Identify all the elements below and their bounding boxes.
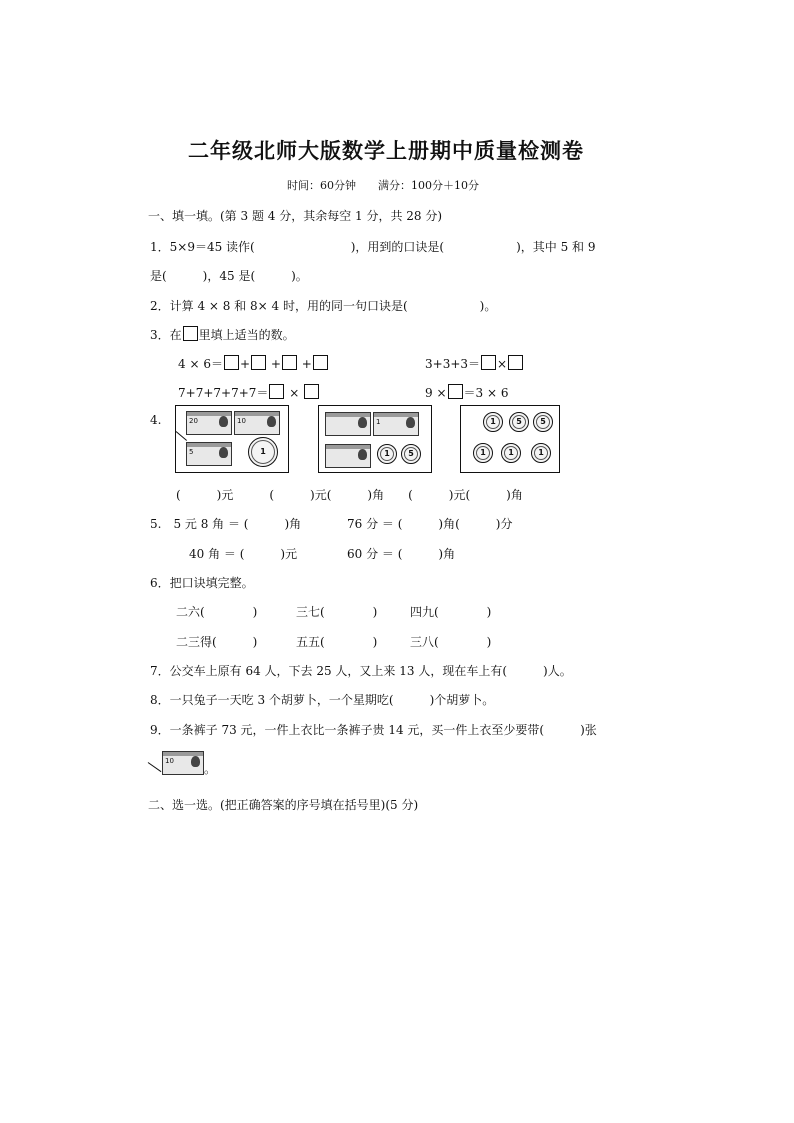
question-9-end: 。 (204, 762, 217, 776)
answer-box[interactable] (508, 355, 523, 370)
answer-box[interactable] (313, 355, 328, 370)
question-3-row-a: 4 × 6＝ + + + (178, 355, 329, 372)
coin-icon: 5 (533, 412, 553, 432)
banknote-icon (325, 444, 371, 468)
question-4-number: 4. (150, 413, 162, 427)
section-2-heading: 二、选一选。(把正确答案的序号填在括号里)(5 分) (148, 798, 419, 812)
rhyme-item: 五五( ) (296, 635, 378, 649)
banknote-icon: 10 (162, 751, 204, 775)
banknote-icon: 1 (373, 412, 419, 436)
q3-d-left: 9 × (425, 386, 447, 400)
question-2: 2．计算 4 × 8 和 8× 4 时，用的同一句口诀是( )。 (150, 299, 497, 313)
answer-box[interactable] (251, 355, 266, 370)
question-4-answers: ( )元 ( )元( )角 ( )元( )角 (176, 488, 523, 502)
coin-icon: 5 (509, 412, 529, 432)
answer-box-icon (183, 326, 198, 341)
coin-icon: 1 (531, 443, 551, 463)
answer-box[interactable] (269, 384, 284, 399)
coin-icon: 1 (473, 443, 493, 463)
banknote-icon (325, 412, 371, 436)
rhyme-item: 三七( ) (296, 605, 378, 619)
answer-box[interactable] (224, 355, 239, 370)
answer-box[interactable] (304, 384, 319, 399)
question-5-d: 60 分 ＝ ( )角 (347, 547, 456, 561)
rhyme-item: 二六( ) (176, 605, 258, 619)
question-1-line-1: 1．5×9＝45 读作( )，用到的口诀是( )，其中 5 和 9 (150, 240, 596, 254)
coin-icon: 1 (483, 412, 503, 432)
answer-box[interactable] (448, 384, 463, 399)
coin-icon: 1 (377, 444, 397, 464)
question-5-b: 76 分 ＝ ( )角( )分 (347, 517, 513, 531)
question-3-tail: 里填上适当的数。 (198, 328, 295, 342)
page-title: 二年级北师大版数学上册期中质量检测卷 (188, 138, 584, 163)
question-6: 6．把口诀填完整。 (150, 576, 254, 590)
banknote-icon: 20 (186, 411, 232, 435)
exam-info: 时间：60分钟 满分：100分＋10分 (287, 179, 479, 192)
money-frame-3 (460, 405, 560, 473)
q3-c-expression: 7+7+7+7+7＝ (178, 386, 269, 400)
question-3-row-b: 3+3+3＝ × (425, 355, 524, 372)
rhyme-item: 二三得( ) (176, 635, 258, 649)
answer-box[interactable] (481, 355, 496, 370)
section-1-heading: 一、填一填。(第 3 题 4 分，其余每空 1 分，共 28 分) (148, 209, 443, 223)
banknote-icon: 5 (186, 442, 232, 466)
question-3-head: 3．在 (150, 328, 182, 342)
money-frame-2 (318, 405, 432, 473)
pointer-stroke-icon (148, 762, 162, 772)
coin-icon: 1 (248, 437, 278, 467)
banknote-icon: 10 (234, 411, 280, 435)
question-3-row-d (425, 384, 508, 401)
question-8: 8．一只兔子一天吃 3 个胡萝卜，一个星期吃( )个胡萝卜。 (150, 693, 495, 707)
q3-b-expression: 3+3+3＝ (425, 357, 481, 371)
question-5-a: 5. 5 元 8 角 ＝ ( )角 (150, 517, 302, 531)
question-3-row-c: 7+7+7+7+7＝ × (178, 384, 320, 401)
rhyme-item: 三八( ) (410, 635, 492, 649)
q3-d-right: ＝3 × 6 (463, 386, 509, 400)
question-7: 7．公交车上原有 64 人，下去 25 人，又上来 13 人，现在车上有( )人。 (150, 664, 572, 678)
question-5-c: 40 角 ＝ ( )元 (189, 547, 298, 561)
q3-a-expression: 4 × 6＝ (178, 357, 223, 371)
answer-box[interactable] (282, 355, 297, 370)
rhyme-item: 四九( ) (410, 605, 492, 619)
money-frame-1 (175, 405, 289, 473)
question-1-line-2: 是( )，45 是( )。 (150, 269, 308, 283)
question-3-prompt (150, 326, 295, 343)
coin-icon: 5 (401, 444, 421, 464)
coin-icon: 1 (501, 443, 521, 463)
question-9-line-1: 9．一条裤子 73 元，一件上衣比一条裤子贵 14 元，买一件上衣至少要带( )张 (150, 723, 597, 737)
